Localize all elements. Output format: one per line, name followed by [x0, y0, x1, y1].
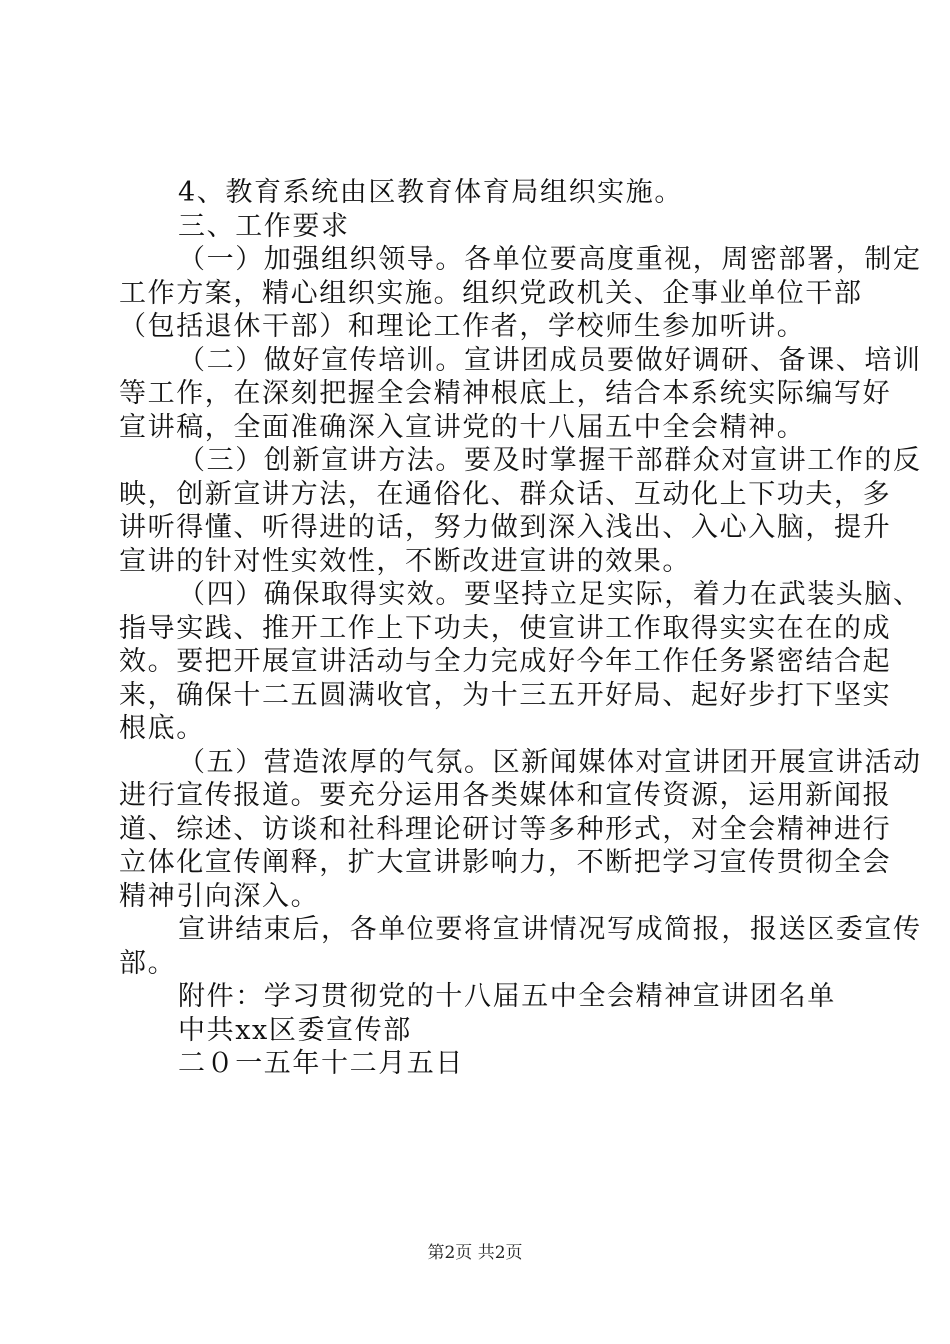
- text-line: 讲听得懂、听得进的话，努力做到深入浅出、入心入脑，提升: [119, 512, 892, 543]
- page-number-footer: 第2页 共2页: [427, 1243, 523, 1263]
- text-line: 根底。: [119, 713, 205, 744]
- text-line: 精神引向深入。: [119, 881, 320, 912]
- date-line: 二０一五年十二月五日: [178, 1048, 464, 1079]
- section-heading: 三、工作要求: [178, 211, 350, 242]
- text-line: 立体化宣传阐释，扩大宣讲影响力，不断把学习宣传贯彻全会: [119, 847, 892, 878]
- text-line: 等工作，在深刻把握全会精神根底上，结合本系统实际编写好: [119, 378, 892, 409]
- text-line: 指导实践、推开工作上下功夫，使宣讲工作取得实实在在的成: [119, 613, 892, 644]
- issuer-line: 中共xx区委宣传部: [178, 1015, 412, 1046]
- text-line: （三）创新宣讲方法。要及时掌握干部群众对宣讲工作的反: [178, 445, 922, 476]
- text-line: 宣讲的针对性实效性，不断改进宣讲的效果。: [119, 546, 691, 577]
- text-line: 宣讲稿，全面准确深入宣讲党的十八届五中全会精神。: [119, 412, 806, 443]
- text-line: 映，创新宣讲方法，在通俗化、群众话、互动化上下功夫，多: [119, 479, 892, 510]
- text-line: （一）加强组织领导。各单位要高度重视，周密部署，制定: [178, 244, 922, 275]
- text-line: 进行宣传报道。要充分运用各类媒体和宣传资源，运用新闻报: [119, 780, 892, 811]
- attachment-line: 附件：学习贯彻党的十八届五中全会精神宣讲团名单: [178, 981, 836, 1012]
- text-line: （五）营造浓厚的气氛。区新闻媒体对宣讲团开展宣讲活动: [178, 747, 922, 778]
- text-line: 部。: [119, 948, 177, 979]
- text-line: （二）做好宣传培训。宣讲团成员要做好调研、备课、培训: [178, 345, 922, 376]
- text-line: 道、综述、访谈和社科理论研讨等多种形式，对全会精神进行: [119, 814, 892, 845]
- text-line: 工作方案，精心组织实施。组织党政机关、企事业单位干部: [119, 278, 863, 309]
- text-line: 来，确保十二五圆满收官，为十三五开好局、起好步打下坚实: [119, 680, 892, 711]
- text-line: 效。要把开展宣讲活动与全力完成好今年工作任务紧密结合起: [119, 646, 892, 677]
- text-line: （包括退休干部）和理论工作者，学校师生参加听讲。: [119, 311, 806, 342]
- text-line: 4、教育系统由区教育体育局组织实施。: [178, 177, 683, 208]
- text-line: 宣讲结束后，各单位要将宣讲情况写成简报，报送区委宣传: [178, 914, 922, 945]
- text-line: （四）确保取得实效。要坚持立足实际，着力在武装头脑、: [178, 579, 922, 610]
